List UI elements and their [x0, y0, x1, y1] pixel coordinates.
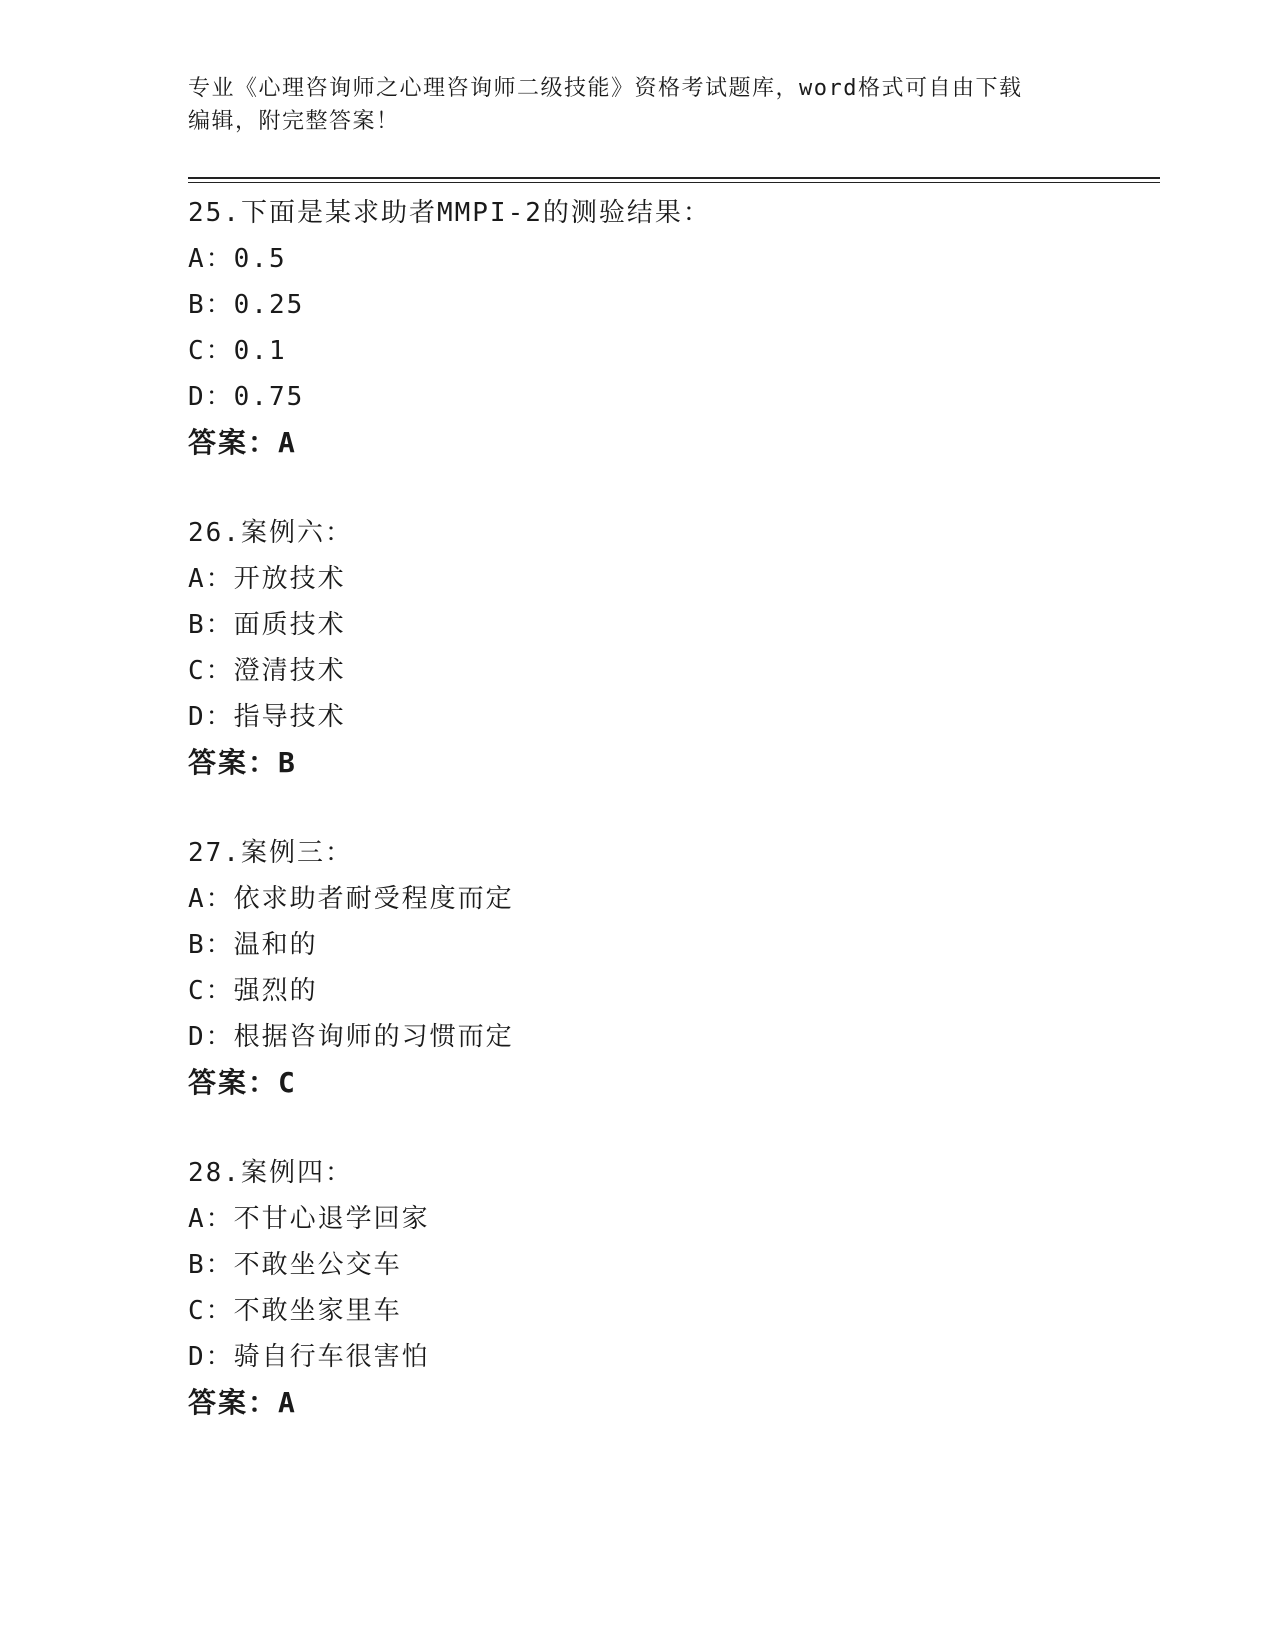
- question-stem: 27.案例三：: [188, 838, 353, 868]
- option-a: A：不甘心退学回家: [188, 1204, 430, 1234]
- option-c: C：0.1: [188, 336, 287, 366]
- option-a: A：0.5: [188, 244, 287, 274]
- question-28: [188, 1150, 1188, 1470]
- option-c: C：不敢坐家里车: [188, 1296, 402, 1326]
- question-26: [188, 510, 1188, 830]
- option-b: B：温和的: [188, 930, 318, 960]
- option-b: B：不敢坐公交车: [188, 1250, 402, 1280]
- option-b: B：0.25: [188, 290, 305, 320]
- option-d: D：0.75: [188, 382, 305, 412]
- question-stem: 25.下面是某求助者MMPI-2的测验结果：: [188, 198, 711, 228]
- option-c: C：强烈的: [188, 976, 318, 1006]
- header-divider-thick: [188, 177, 1160, 179]
- option-a: A：依求助者耐受程度而定: [188, 884, 514, 914]
- header-line-2: 编辑，附完整答案！: [188, 109, 400, 134]
- document-header: [188, 72, 1088, 138]
- answer-label: 答案：B: [188, 746, 297, 779]
- answer-label: 答案：A: [188, 426, 297, 459]
- header-divider-thin: [188, 182, 1160, 183]
- option-b: B：面质技术: [188, 610, 346, 640]
- option-a: A：开放技术: [188, 564, 346, 594]
- question-27: [188, 830, 1188, 1150]
- option-d: D：骑自行车很害怕: [188, 1342, 430, 1372]
- answer-label: 答案：A: [188, 1386, 297, 1419]
- question-25: [188, 190, 1188, 510]
- option-d: D：指导技术: [188, 702, 346, 732]
- option-c: C：澄清技术: [188, 656, 346, 686]
- question-list: [188, 190, 1188, 1470]
- question-stem: 26.案例六：: [188, 518, 353, 548]
- question-stem: 28.案例四：: [188, 1158, 353, 1188]
- option-d: D：根据咨询师的习惯而定: [188, 1022, 514, 1052]
- answer-label: 答案：C: [188, 1066, 297, 1099]
- header-line-1: 专业《心理咨询师之心理咨询师二级技能》资格考试题库，word格式可自由下载: [188, 76, 1023, 101]
